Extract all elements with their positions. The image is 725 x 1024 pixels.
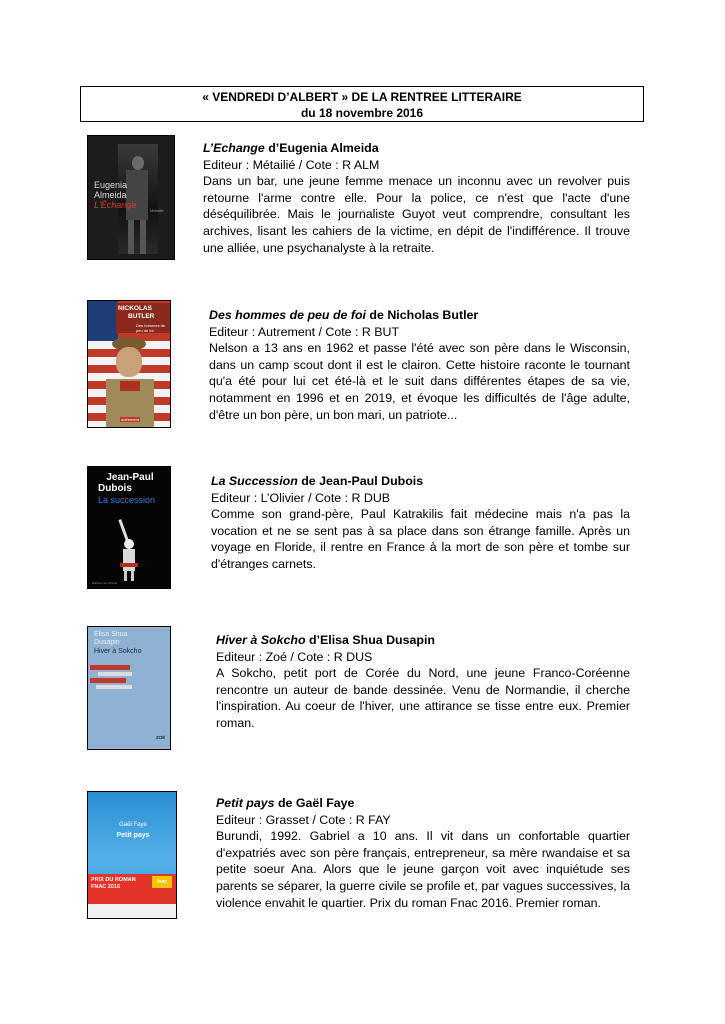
cover-publisher: Métailié	[150, 208, 164, 213]
book-summary: Dans un bar, une jeune femme menace un inconnu avec un revolver puis retourne l'arme contre elle. Pour la police, ce n'est que l'acte d'une déséquilibrée. Mais le journaliste Guyot veut comprendre, consultant les archives, lisant les cahiers de la victime, en dépit de l'indifférence. Il trouve une alliée, une psychanalyste à la retraite.	[203, 174, 630, 255]
cover-publisher: fnac	[152, 876, 172, 888]
header-title: « VENDREDI D’ALBERT » DE LA RENTREE LITTERAIRE	[202, 90, 522, 104]
book-title-line	[216, 795, 630, 812]
cover-author-first: Elisa Shua	[94, 631, 128, 638]
book-description	[216, 632, 630, 732]
cover-title: Petit pays	[116, 832, 150, 839]
book-editor: Editeur : L’Olivier / Cote : R DUB	[211, 490, 391, 505]
cover-author: Gaël Faye	[119, 822, 147, 828]
book-author-prefix: de	[297, 474, 320, 488]
cover-author-last: BUTLER	[128, 313, 155, 320]
book-author: Eugenia Almeida	[279, 141, 379, 155]
cover-author-last: Dusapin	[94, 639, 120, 646]
cover-prize: PRIX DU ROMAN FNAC 2016	[91, 877, 136, 890]
book-title-line	[211, 473, 630, 490]
book-summary: Nelson a 13 ans en 1962 et passe l'été avec son père dans le Wisconsin, dans un camp scout dont il est le clairon. Cette histoire raconte le tournant qu'a été pour lui cet été-là et le suit dans différentes étapes de sa vie, notamment en 1996 et en 2019, et évoque les difficultés de l'âge adulte, d'être un bon père, un bon mari, un patriote...	[209, 341, 630, 422]
book-editor: Editeur : Grasset / Cote : R FAY	[216, 812, 391, 827]
book-summary: Burundi, 1992. Gabriel a 10 ans. Il vit dans un confortable quartier d'expatriés avec son père français, entrepreneur, sa mère rwandaise et sa petite soeur Ana. Alors que le jeune garçon voit avec inquiétude ses parents se séparer, la guerre civile se profile et, par vagues successives, la violence envahit le quartier. Prix du roman Fnac 2016. Premier roman.	[216, 829, 630, 910]
book-author: Jean-Paul Dubois	[319, 474, 424, 488]
book-author-prefix: de	[365, 308, 388, 322]
book-editor: Editeur : Autrement / Cote : R BUT	[209, 324, 400, 339]
book-summary: Comme son grand-père, Paul Katrakilis fait médecine mais n'a pas la vocation et ne se sent pas à sa place dans son étrange famille. Après un voyage en Floride, il rentre en France à la mort de son père et tombe sur d'étranges carnets.	[211, 507, 630, 571]
book-editor: Editeur : Zoé / Cote : R DUS	[216, 649, 373, 664]
book-editor: Editeur : Métailié / Cote : R ALM	[203, 157, 380, 172]
cover-author-first: Jean-Paul	[106, 472, 154, 483]
cover-title: La succession	[98, 495, 156, 505]
book-cover	[87, 466, 171, 589]
book-description	[209, 307, 630, 423]
book-title-line	[203, 140, 630, 157]
page-header	[80, 86, 644, 122]
book-title-line	[209, 307, 630, 324]
book-author: Nicholas Butler	[387, 308, 479, 322]
cover-author-last: Almeida	[94, 190, 127, 200]
book-cover	[87, 300, 171, 428]
book-cover	[87, 791, 177, 919]
cover-author-first: Eugenia	[94, 180, 128, 190]
cover-author-last: Dubois	[98, 483, 132, 494]
book-description	[203, 140, 630, 256]
book-title: Petit pays	[216, 796, 275, 810]
cover-publisher: autrement	[121, 417, 140, 422]
book-title: La Succession	[211, 474, 298, 488]
header-date: du 18 novembre 2016	[300, 106, 424, 120]
cover-publisher: ZOÉ	[156, 735, 166, 740]
cover-title: L'Échange	[94, 200, 137, 210]
book-author-prefix: d’	[305, 633, 320, 647]
book-author: Elisa Shua Dusapin	[320, 633, 435, 647]
book-cover	[87, 135, 175, 260]
book-summary: A Sokcho, petit port de Corée du Nord, une jeune Franco-Coréenne rencontre un auteur de bande dessinée. Venu de Normandie, il cherche l'inspiration. Au coeur de l'hiver, une attirance se tisse entre eux. Premier roman.	[216, 666, 630, 730]
cover-publisher: Éditions de l'Olivier	[92, 581, 118, 585]
cover-title: Des hommes de peu de foi	[136, 323, 166, 333]
book-title: Hiver à Sokcho	[216, 633, 306, 647]
book-description	[216, 795, 630, 911]
book-author-prefix: de	[274, 796, 296, 810]
cover-author-first: NICKOLAS	[118, 305, 152, 312]
book-cover	[87, 626, 171, 750]
book-title-line	[216, 632, 630, 649]
book-description	[211, 473, 630, 573]
book-title: L’Echange	[203, 141, 265, 155]
book-title: Des hommes de peu de foi	[209, 308, 366, 322]
book-author: Gaël Faye	[295, 796, 355, 810]
cover-title: Hiver à Sokcho	[94, 648, 142, 655]
book-author-prefix: d’	[264, 141, 280, 155]
